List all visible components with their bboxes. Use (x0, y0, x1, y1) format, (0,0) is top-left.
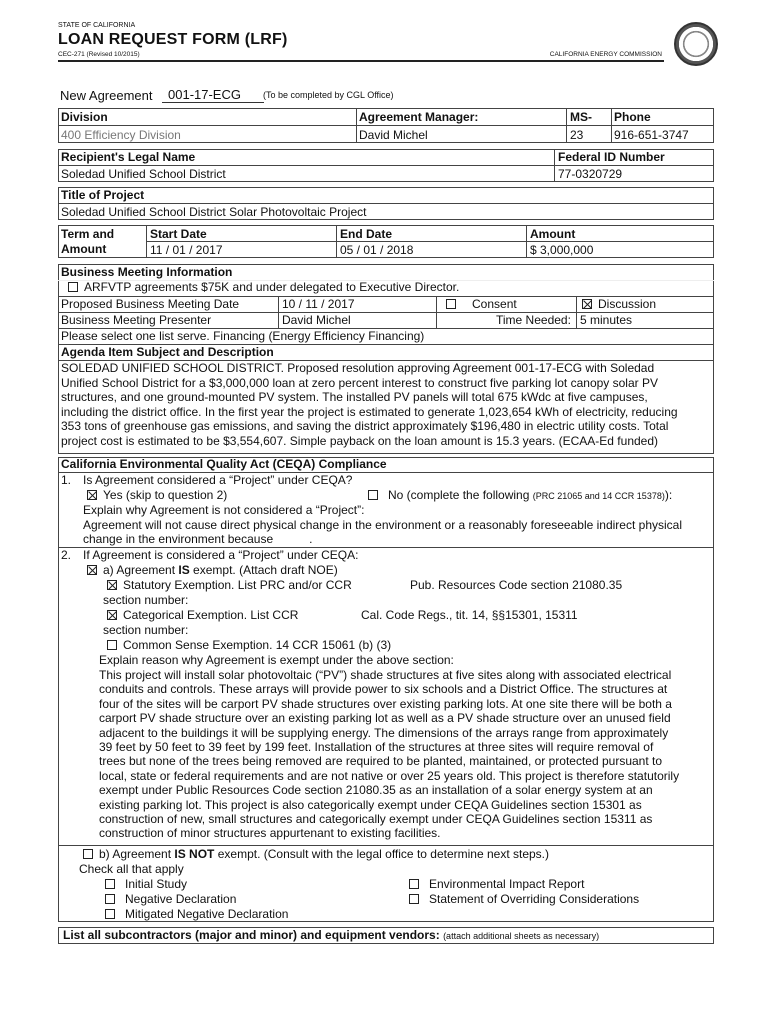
q1-no-text: No (complete the following (388, 488, 533, 502)
checkbox-icon[interactable] (409, 894, 419, 904)
not-exempt-post: exempt. (Consult with the legal office to determine next steps.) (214, 847, 550, 861)
reason-line: exempt under Public Resources Code section 21080.35 as an installation of a solar energy system at an (99, 783, 653, 798)
new-agreement-label: New Agreement (60, 88, 153, 103)
agenda-description[interactable] (61, 361, 678, 449)
reason-line: This project will install solar photovoltaic (“PV”) shade structures at five sites along with associated electrical (99, 668, 672, 682)
statutory-section-label: section number: (103, 593, 189, 607)
checkbox-icon[interactable] (68, 282, 78, 292)
checkbox-checked-icon[interactable] (87, 565, 97, 575)
project-title-label: Title of Project (61, 188, 145, 202)
q2-text: If Agreement is considered a “Project” under CEQA: (83, 548, 359, 562)
divider (356, 108, 357, 143)
q1-explain-text-2: change in the environment because (83, 532, 274, 546)
agency-name: CALIFORNIA ENERGY COMMISSION (549, 51, 662, 58)
statutory-field[interactable]: Pub. Resources Code section 21080.35 (410, 578, 623, 592)
arfvtp-text: ARFVTP agreements $75K and under delegated to Executive Director. (84, 280, 460, 294)
divider (576, 296, 577, 312)
reason-line: conduits and controls. These arrays will provide power to six schools and a District Office. The structures at (99, 682, 668, 697)
categorical-option[interactable] (107, 608, 298, 622)
consent-option[interactable] (446, 297, 517, 311)
discussion-text: Discussion (598, 297, 657, 311)
divider (436, 296, 437, 328)
subcontractors-title: List all subcontractors (major and minor) and equipment vendors: (63, 928, 440, 942)
form-revision: CEC-271 (Revised 10/2015) (58, 51, 140, 58)
subcontractors-label (63, 928, 599, 942)
agenda-line: structures, and one ground-mounted PV system. The installed PV panels will total 675 kWdc at five campuses, (61, 390, 648, 405)
divider (566, 108, 567, 143)
header-divider (58, 60, 664, 62)
discussion-option[interactable] (582, 297, 656, 311)
reason-line: construction of new, small structures and categorically exempt under CEQA Guidelines section 15311 as (99, 812, 653, 827)
overriding-text: Statement of Overriding Considerations (429, 892, 640, 906)
presenter-label: Business Meeting Presenter (61, 313, 212, 327)
q1-no-end: ): (664, 488, 673, 502)
reason-line: construction of minor structures appurtenant to existing facilities. (99, 826, 441, 841)
agenda-line: Unified School District for a $3,000,000 loan at zero percent interest to construct five parking lot canopy solar PV (61, 375, 658, 390)
q1-explain-text-1: Agreement will not cause direct physical change in the environment or a reasonably foreseeable indirect physical (83, 518, 682, 532)
subcontractors-note: (attach additional sheets as necessary) (443, 931, 600, 941)
divider (146, 225, 147, 258)
reason-line: trees but none of the trees being removed are required to be planted, maintained, or protected pursuant to (99, 754, 663, 769)
project-title-field[interactable]: Soledad Unified School District Solar Photovoltaic Project (61, 205, 367, 219)
term-label: Term and (61, 227, 115, 241)
end-date-field[interactable]: 05 / 01 / 2018 (340, 243, 414, 257)
amount-label: Amount (530, 227, 576, 241)
q2-number: 2. (61, 548, 72, 562)
mitigated-text: Mitigated Negative Declaration (125, 907, 289, 921)
start-date-field[interactable]: 11 / 01 / 2017 (150, 243, 223, 257)
form-title: LOAN REQUEST FORM (LRF) (58, 31, 288, 48)
divider (278, 296, 279, 328)
eir-text: Environmental Impact Report (429, 877, 585, 891)
checkbox-checked-icon[interactable] (582, 299, 592, 309)
exempt-reason-label: Explain reason why Agreement is exempt under the above section: (99, 653, 454, 667)
divider (611, 108, 612, 143)
agreement-number-field[interactable]: 001-17-ECG (162, 87, 264, 103)
listserve-select[interactable]: Please select one list serve. Financing (Energy Efficiency Financing) (61, 329, 425, 343)
agenda-line: including the district office. In the first year the project is estimated to generate 1,023,654 kWh of electricity, reducing (61, 404, 678, 419)
statutory-option[interactable] (107, 578, 352, 592)
exempt-post: exempt. (Attach draft NOE) (189, 563, 338, 577)
recipient-label: Recipient's Legal Name (61, 150, 196, 164)
checkbox-icon[interactable] (105, 894, 115, 904)
arfvtp-option[interactable] (68, 280, 459, 294)
negative-dec-option[interactable] (105, 892, 236, 906)
q1-explain-field[interactable] (83, 532, 312, 546)
agenda-line: 353 tons of greenhouse gas emissions, and saving the district approximately $196,480 in electric utility costs. Total (61, 419, 669, 434)
federal-id-label: Federal ID Number (558, 150, 665, 164)
exempt-is: IS (178, 563, 190, 577)
not-exempt-pre: b) Agreement (99, 847, 175, 861)
federal-id-field[interactable]: 77-0320729 (558, 167, 623, 181)
checkbox-icon[interactable] (409, 879, 419, 889)
reason-line: four of the sites will be carport PV shade structures over existing parking lots. At one site there will be both a (99, 696, 672, 711)
categorical-text: Categorical Exemption. List CCR (123, 608, 299, 622)
agenda-label: Agenda Item Subject and Description (61, 345, 274, 359)
state-label: STATE OF CALIFORNIA (58, 22, 136, 29)
agenda-line: SOLEDAD UNIFIED SCHOOL DISTRICT. Proposed resolution approving Agreement 001-17-ECG with Soledad (61, 361, 655, 375)
checkbox-checked-icon[interactable] (107, 580, 117, 590)
consent-text: Consent (472, 297, 517, 311)
checkbox-checked-icon[interactable] (87, 490, 97, 500)
checkbox-icon[interactable] (83, 849, 93, 859)
initial-study-option[interactable] (105, 877, 187, 891)
q1-text: Is Agreement considered a “Project” under CEQA? (83, 473, 353, 487)
q1-yes-option[interactable] (87, 488, 227, 502)
agenda-line: project cost is estimated to be $3,554,607. Simple payback on the loan amount is 15.3 years. (ECAA-Ed funded) (61, 433, 659, 448)
checkbox-icon[interactable] (105, 909, 115, 919)
reason-line: local, state or federal requirements and are not native or over 25 years old. This project is therefore statutorily (99, 768, 680, 783)
reason-line: 39 feet by 50 feet to 39 feet by 199 feet. Installation of the structures at three sites will require removal of (99, 740, 654, 755)
reason-line: carport PV shade structure over an existing parking lot as well as a PV shade structure over an unused field (99, 711, 671, 726)
manager-label: Agreement Manager: (359, 110, 479, 124)
ms-label: MS- (570, 110, 592, 124)
categorical-section-label: section number: (103, 623, 189, 637)
eir-option[interactable] (409, 877, 584, 891)
exempt-reason-field[interactable] (99, 668, 679, 841)
divider (336, 225, 337, 258)
mitigated-option[interactable] (105, 907, 288, 921)
categorical-field[interactable]: Cal. Code Regs., tit. 14, §§15301, 15311 (361, 608, 578, 622)
initial-study-text: Initial Study (125, 877, 188, 891)
q1-no-ref: (PRC 21065 and 14 CCR 15378) (532, 491, 665, 501)
not-exempt-option[interactable] (83, 847, 549, 861)
phone-label: Phone (614, 110, 651, 124)
checkbox-checked-icon[interactable] (107, 610, 117, 620)
divider (146, 241, 714, 242)
negative-dec-text: Negative Declaration (125, 892, 237, 906)
divider (58, 845, 714, 846)
business-meeting-label: Business Meeting Information (61, 265, 233, 279)
divider (58, 165, 714, 166)
divider (576, 312, 577, 328)
start-date-label: Start Date (150, 227, 207, 241)
exempt-pre: a) Agreement (103, 563, 179, 577)
time-needed-field[interactable]: 5 minutes (580, 313, 633, 327)
manager-field[interactable]: David Michel (359, 128, 428, 142)
division-field[interactable]: 400 Efficiency Division (61, 128, 181, 142)
exempt-option[interactable] (87, 563, 338, 577)
reason-line: adjacent to the buildings it will be supplying energy. The dimensions of the arrays range from approximately (99, 725, 669, 740)
meeting-date-field[interactable]: 10 / 11 / 2017 (282, 297, 355, 311)
q1-number: 1. (61, 473, 72, 487)
end-date-label: End Date (340, 227, 393, 241)
statutory-text: Statutory Exemption. List PRC and/or CCR (123, 578, 352, 592)
divider (526, 225, 527, 258)
state-seal-icon (674, 22, 718, 66)
divider (554, 149, 555, 182)
not-exempt-isnot: IS NOT (174, 847, 215, 861)
recipient-field[interactable]: Soledad Unified School District (61, 167, 226, 181)
checkbox-icon[interactable] (446, 299, 456, 309)
checkbox-icon[interactable] (107, 640, 117, 650)
reason-line: existing parking lot. This project is also categorically exempt under CEQA Guidelines section 15301 as (99, 797, 642, 812)
q1-yes-text: Yes (skip to question 2) (103, 488, 228, 502)
ms-field[interactable]: 23 (570, 128, 584, 142)
common-sense-option[interactable] (107, 638, 391, 652)
time-needed-label: Time Needed: (496, 313, 571, 327)
q1-explain-end: . (309, 532, 313, 546)
divider (58, 203, 714, 204)
q1-no-option[interactable] (368, 488, 672, 502)
overriding-option[interactable] (409, 892, 639, 906)
presenter-field[interactable]: David Michel (282, 313, 351, 327)
agreement-note: (To be completed by CGL Office) (263, 90, 394, 100)
checkbox-icon[interactable] (368, 490, 378, 500)
amount-field[interactable]: $ 3,000,000 (530, 243, 594, 257)
amount-term-label: Amount (61, 242, 107, 256)
meeting-date-label: Proposed Business Meeting Date (61, 297, 240, 311)
checkbox-icon[interactable] (105, 879, 115, 889)
division-label: Division (61, 110, 108, 124)
phone-field[interactable]: 916-651-3747 (614, 128, 689, 142)
q1-explain-label: Explain why Agreement is not considered a “Project”: (83, 503, 365, 517)
common-sense-text: Common Sense Exemption. 14 CCR 15061 (b) (3) (123, 638, 392, 652)
divider (58, 125, 714, 126)
check-all-label: Check all that apply (79, 862, 184, 876)
ceqa-label: California Environmental Quality Act (CEQA) Compliance (61, 457, 387, 471)
